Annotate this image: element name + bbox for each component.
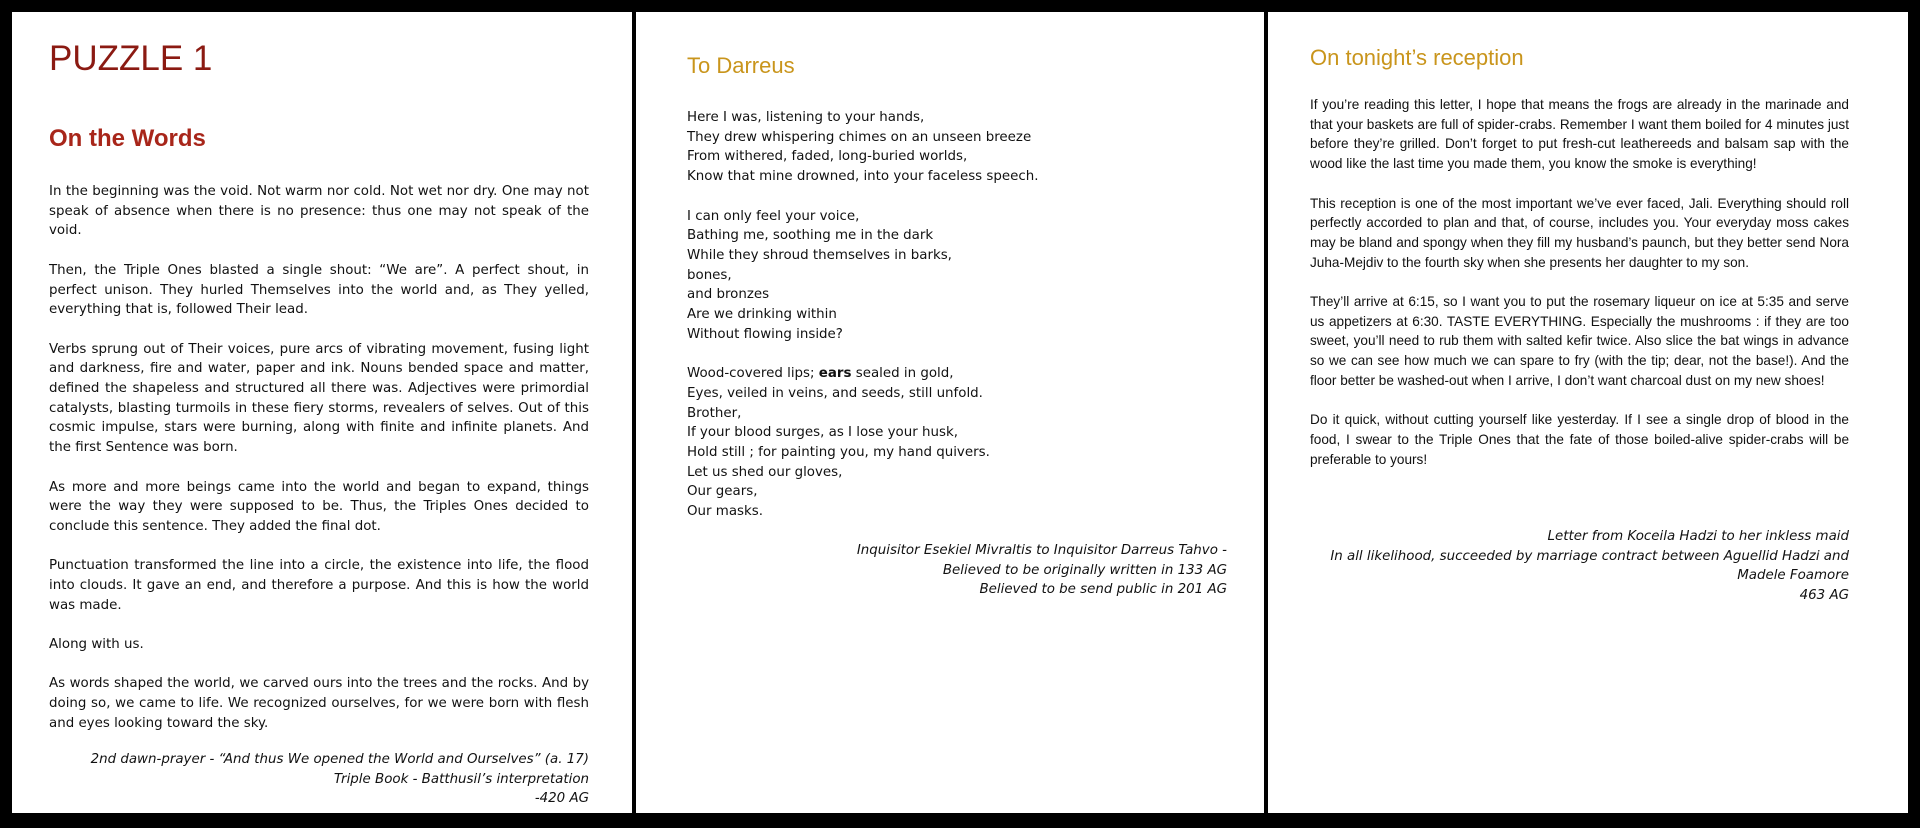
section-heading-on-the-words: On the Words [49,125,206,152]
paragraph: They’ll arrive at 6:15, so I want you to put the rosemary liqueur on ice at 5:35 and serve us appetizers at 6:30. TASTE EVERYTHING. Especially the mushrooms : if they are too sweet, you’ll need to rub them with salted kefir twice. Also slice the bat wings in advance so we can see how much we can spare to fry (with the tip; dear, not the base!). And the floor better be washed-out when I arrive, I don’t want charcoal dust on my new shoes! [1310,294,1849,388]
poem-line: and bronzes [687,287,770,303]
attribution-prayer [49,750,589,809]
attribution-line: In all likelihood, succeeded by marriage contract between Aguellid Hadzi and [1330,548,1849,564]
attribution-line: 463 AG [1799,588,1849,604]
poem [687,108,1038,541]
text-after: sealed in gold, [851,366,954,382]
attribution-line: Inquisitor Esekiel Mivraltis to Inquisitor Darreus Tahvo - [856,543,1227,558]
poem-line: Are we drinking within [687,307,837,323]
page-puzzle-1 [12,12,632,813]
poem-line: Without flowing inside? [687,326,843,342]
paragraph: Verbs sprung out of Their voices, pure arcs of vibrating movement, fusing light and darkness, fire and water, paper and ink. Nouns bended space and matter, defined the shapeless and structured all there was. Adjectives were primordial catalysts, blasting turmoils in these fiery storms, revealers of selves. Out of this cosmic impulse, stars were burning, along with finite and infinite planets. And the first Sentence was born. [49,341,589,456]
poem-line: Our gears, [687,484,758,500]
poem-line: From withered, faded, long-buried worlds, [687,149,968,165]
attribution-line: Triple Book - Batthusil’s interpretation [333,771,589,787]
attribution-line: -420 AG [534,791,589,807]
attribution-line: Believed to be send public in 201 AG [979,582,1227,598]
stanza-2 [687,207,1038,345]
poem-line: bones, [687,267,732,283]
page-reception-letter [1268,12,1908,813]
paragraph: Punctuation transformed the line into a circle, the existence into life, the flood into clouds. It gave an end, and therefore a purpose. And this is how the world was made. [49,558,589,613]
paragraph: If you’re reading this letter, I hope that means the frogs are already in the marinade and that your baskets are full of spider-crabs. Remember I want them boiled for 4 minutes just before they’re grilled. Don’t forget to put fresh-cut leathereeds and balsam sap with the wood like the last time you made them, you know the smoke is everything! [1310,97,1849,172]
letter-body [1310,95,1849,489]
poem-heading: To Darreus [687,53,795,78]
poem-line: Our masks. [687,504,764,520]
poem-line: Eyes, veiled in veins, and seeds, still unfold. [687,385,983,401]
attribution-line: Madele Foamore [1737,568,1849,584]
poem-line: They drew whispering chimes on an unseen breeze [687,129,1032,145]
attribution-line: Letter from Koceila Hadzi to her inkless maid [1547,529,1849,544]
stanza-3 [687,364,1038,522]
poem-line: If your blood surges, as I lose your husk, [687,425,958,441]
paragraph: This reception is one of the most important we’ve ever faced, Jali. Everything should roll perfectly accorded to plan and that, of course, includes you. Your everyday moss cakes may be bland and spongy when they fill my husband’s paunch, but they better send Nora Juha-Mejdiv to the fourth sky when she presents her daughter to my son. [1310,195,1849,270]
stanza-1 [687,108,1038,187]
bold-word-ears: ears [818,366,852,382]
creation-text [49,182,589,753]
poem-line: Hold still ; for painting you, my hand quivers. [687,444,990,460]
poem-line: I can only feel your voice, [687,208,860,224]
poem-line: Let us shed our gloves, [687,464,843,480]
letter-heading: On tonight’s reception [1310,45,1524,70]
poem-line-with-bold [687,364,1038,384]
paragraph: Along with us. [49,637,144,653]
paragraph: As more and more beings came into the world and began to expand, things were the way they were supposed to be. Thus, the Triples Ones decided to conclude this sentence. They added the final dot. [49,479,589,534]
poem-line: Know that mine drowned, into your faceless speech. [687,169,1039,185]
poem-line: While they shroud themselves in barks, [687,247,952,263]
text-before: Wood-covered lips; [687,366,819,382]
paragraph: As words shaped the world, we carved ours into the trees and the rocks. And by doing so, we came to life. We recognized ourselves, for we were born with flesh and eyes looking toward the sky. [49,676,589,731]
attribution-letter [1310,527,1849,606]
attribution-line: 2nd dawn-prayer - “And thus We opened the World and Ourselves” (a. 17) [90,752,589,767]
attribution-inquisitor [687,541,1227,600]
puzzle-title: PUZZLE 1 [49,39,213,78]
paragraph: Then, the Triple Ones blasted a single shout: “We are”. A perfect shout, in perfect unison. They hurled Themselves into the world and, as They yelled, everything that is, followed Their lead. [49,262,589,318]
page-to-darreus [636,12,1264,813]
paragraph: Do it quick, without cutting yourself like yesterday. If I see a single drop of blood in the food, I swear to the Triple Ones that the fate of those boiled-alive spider-crabs will be preferable to yours! [1310,412,1849,467]
attribution-line: Believed to be originally written in 133 AG [942,562,1227,578]
poem-line: Here I was, listening to your hands, [687,110,925,125]
poem-line: Bathing me, soothing me in the dark [687,228,934,244]
paragraph: In the beginning was the void. Not warm nor cold. Not wet nor dry. One may not speak of absence when there is no presence: thus one may not speak of the void. [49,184,589,239]
poem-line: Brother, [687,405,742,421]
